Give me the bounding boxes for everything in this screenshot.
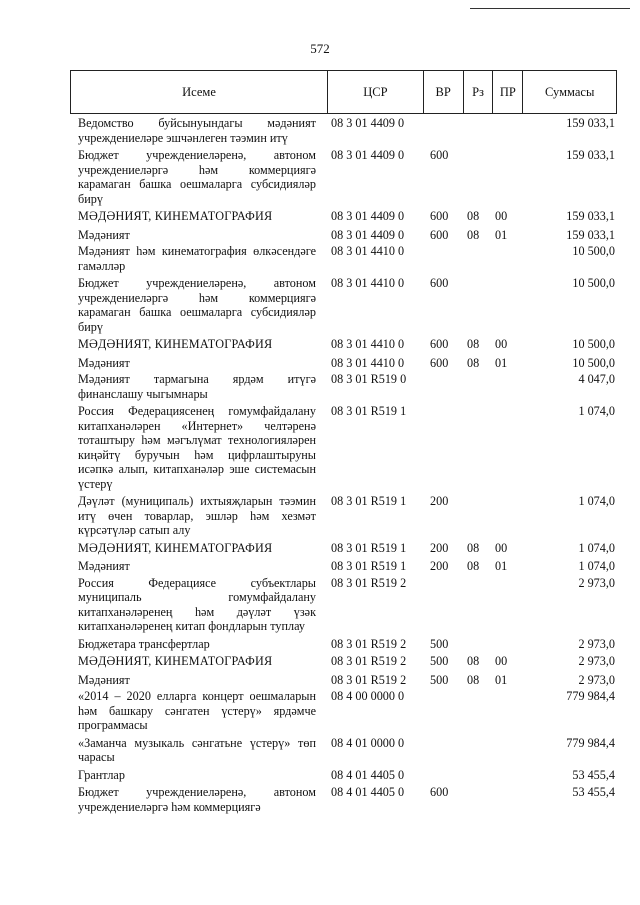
- row-name: МӘДӘНИЯТ, КИНЕМАТОГРАФИЯ: [78, 654, 273, 668]
- row-vr: 500: [430, 636, 449, 651]
- table-row: [78, 654, 617, 669]
- row-name: Мәдәният: [78, 672, 130, 687]
- row-sum: 10 500,0: [572, 337, 615, 351]
- row-sum: 10 500,0: [572, 355, 615, 370]
- row-csr: 08 3 01 4410 0: [331, 276, 405, 290]
- table-row: [78, 785, 617, 814]
- row-csr: 08 3 01 4410 0: [331, 337, 405, 351]
- row-csr: 08 3 01 4409 0: [331, 227, 405, 242]
- row-sum: 1 074,0: [578, 494, 615, 508]
- row-name: Мәдәният: [78, 559, 130, 573]
- column-header-name: Исеме: [71, 71, 328, 113]
- row-sum: 159 033,1: [566, 116, 615, 130]
- table-row: [78, 689, 617, 733]
- row-sum: 2 973,0: [578, 575, 615, 590]
- row-rz: 08: [467, 559, 480, 573]
- row-name: Дәүләт (муниципаль) ихтыяҗларын тәэмин итү өчен товарлар, эшләр һәм хезмәт күрсәтүләр сатып алу: [78, 494, 316, 537]
- row-vr: 500: [430, 672, 449, 687]
- row-vr: 500: [430, 654, 449, 668]
- row-name: Бюджетара трансфертлар: [78, 636, 210, 651]
- row-sum: 779 984,4: [566, 689, 615, 703]
- row-sum: 4 047,0: [578, 372, 615, 386]
- row-pr: 00: [495, 209, 508, 223]
- row-csr: 08 4 00 0000 0: [331, 689, 405, 703]
- table-row: [78, 372, 617, 401]
- column-header-vr: ВР: [424, 71, 464, 113]
- row-name: «Заманча музыкаль сәнгатьне үстерү» төп чарасы: [78, 735, 316, 764]
- row-name: МӘДӘНИЯТ, КИНЕМАТОГРАФИЯ: [78, 540, 273, 555]
- table-row: [78, 494, 617, 538]
- row-rz: 08: [467, 227, 480, 242]
- table-row: [78, 673, 617, 688]
- row-csr: 08 3 01 4410 0: [331, 244, 405, 258]
- row-csr: 08 3 01 R519 1: [331, 559, 407, 573]
- row-vr: 600: [430, 337, 449, 351]
- row-sum: 159 033,1: [566, 148, 615, 162]
- row-name: «2014 – 2020 елларга концерт оешмаларын һәм башкару сәнгатен үстерү» ярдәмче программасы: [78, 689, 316, 732]
- row-csr: 08 4 01 0000 0: [331, 735, 405, 750]
- table-row: [78, 244, 617, 273]
- row-name: Бюджет учреждениеләренә, автоном учреждениеләргә һәм коммерциягә карамаган башка оешмаларга субсидияләр бирү: [78, 148, 316, 206]
- table-row: [78, 404, 617, 491]
- row-csr: 08 3 01 R519 2: [331, 672, 407, 687]
- row-sum: 10 500,0: [572, 276, 615, 290]
- row-vr: 200: [430, 540, 449, 555]
- row-csr: 08 3 01 4409 0: [331, 148, 405, 162]
- row-name: Мәдәният: [78, 227, 130, 242]
- table-row: [78, 228, 617, 243]
- row-name: Грантлар: [78, 767, 125, 782]
- row-sum: 1 074,0: [578, 559, 615, 573]
- row-pr: 00: [495, 337, 508, 351]
- row-rz: 08: [467, 337, 480, 351]
- row-vr: 600: [430, 227, 449, 242]
- row-vr: 600: [430, 148, 449, 162]
- row-csr: 08 3 01 4410 0: [331, 355, 405, 370]
- row-vr: 200: [430, 494, 449, 508]
- row-sum: 2 973,0: [578, 672, 615, 687]
- row-csr: 08 3 01 R519 1: [331, 540, 407, 555]
- row-rz: 08: [467, 209, 480, 223]
- row-vr: 200: [430, 559, 449, 573]
- row-sum: 2 973,0: [578, 636, 615, 651]
- table-header: [70, 70, 617, 114]
- row-sum: 1 074,0: [578, 404, 615, 418]
- table-row: [78, 148, 617, 206]
- table-row: [78, 337, 617, 352]
- row-pr: 01: [495, 672, 508, 687]
- row-sum: 159 033,1: [566, 209, 615, 223]
- row-name: Мәдәният: [78, 355, 130, 370]
- row-name: Бюджет учреждениеләренә, автоном учреждениеләргә һәм коммерциягә карамаган башка оешмаларга субсидияләр бирү: [78, 276, 316, 334]
- page-number: 572: [310, 41, 330, 56]
- row-vr: 600: [430, 209, 449, 223]
- row-name: МӘДӘНИЯТ, КИНЕМАТОГРАФИЯ: [78, 209, 273, 223]
- row-vr: 600: [430, 785, 449, 799]
- row-sum: 779 984,4: [566, 735, 615, 750]
- row-rz: 08: [467, 355, 480, 370]
- row-sum: 159 033,1: [566, 227, 615, 242]
- row-sum: 1 074,0: [578, 540, 615, 555]
- row-csr: 08 3 01 R519 1: [331, 404, 407, 418]
- row-name: Мәдәният һәм кинематография өлкәсендәге гамәлләр: [78, 244, 316, 273]
- row-csr: 08 3 01 R519 2: [331, 575, 407, 590]
- row-vr: 600: [430, 276, 449, 290]
- row-pr: 00: [495, 540, 508, 555]
- row-csr: 08 3 01 4409 0: [331, 209, 405, 223]
- column-header-rz: Рз: [464, 71, 494, 113]
- row-rz: 08: [467, 540, 480, 555]
- row-csr: 08 3 01 R519 1: [331, 494, 407, 508]
- row-rz: 08: [467, 672, 480, 687]
- row-csr: 08 3 01 R519 0: [331, 372, 407, 386]
- table-row: [78, 356, 617, 371]
- row-name: Ведомство буйсынуындагы мәдәният учреждениеләре эшчәнлеген тәэмин итү: [78, 116, 316, 145]
- row-sum: 53 455,4: [572, 767, 615, 782]
- table-row: [78, 768, 617, 783]
- row-name: Бюджет учреждениеләренә, автоном учреждениеләргә һәм коммерциягә: [78, 785, 316, 814]
- row-sum: 2 973,0: [578, 654, 615, 668]
- row-csr: 08 3 01 R519 2: [331, 654, 407, 668]
- table-row: [78, 736, 617, 765]
- table-row: [78, 116, 617, 145]
- table-row: [78, 541, 617, 556]
- column-header-pr: ПР: [493, 71, 523, 113]
- row-pr: 01: [495, 227, 508, 242]
- row-pr: 01: [495, 559, 508, 573]
- row-vr: 600: [430, 355, 449, 370]
- row-name: Россия Федерациясенең гомумфайдалану китапханәләрен «Интернет» челтәренә тоташтыру һәм мәгълүмат технологияләрен киңәйтү буручын һәм цифрлаштыруны исәпкә алып, китапханәләр эше системасын үстерү: [78, 404, 316, 491]
- row-csr: 08 4 01 4405 0: [331, 767, 405, 782]
- row-pr: 00: [495, 654, 508, 668]
- column-header-csr: ЦСР: [328, 71, 424, 113]
- column-header-sum: Суммасы: [545, 84, 595, 99]
- row-sum: 10 500,0: [572, 244, 615, 258]
- table-row: [78, 559, 617, 574]
- row-rz: 08: [467, 654, 480, 668]
- table-row: [78, 576, 617, 634]
- row-csr: 08 4 01 4405 0: [331, 785, 405, 799]
- row-pr: 01: [495, 355, 508, 370]
- row-sum: 53 455,4: [572, 785, 615, 799]
- top-rule: [470, 8, 630, 9]
- row-name: Мәдәният тармагына ярдәм итүгә финанслашу чыгымнары: [78, 372, 316, 401]
- table-body: [78, 116, 617, 817]
- table-row: [78, 276, 617, 334]
- row-name: Россия Федерациясе субъектлары муниципаль гомумфайдалану китапханәләренең һәм дәүләт үзәк китапханәләренең китап фондларын туплау: [78, 575, 316, 633]
- row-name: МӘДӘНИЯТ, КИНЕМАТОГРАФИЯ: [78, 337, 273, 351]
- row-csr: 08 3 01 4409 0: [331, 116, 405, 130]
- table-row: [78, 209, 617, 224]
- row-csr: 08 3 01 R519 2: [331, 636, 407, 651]
- table-row: [78, 637, 617, 652]
